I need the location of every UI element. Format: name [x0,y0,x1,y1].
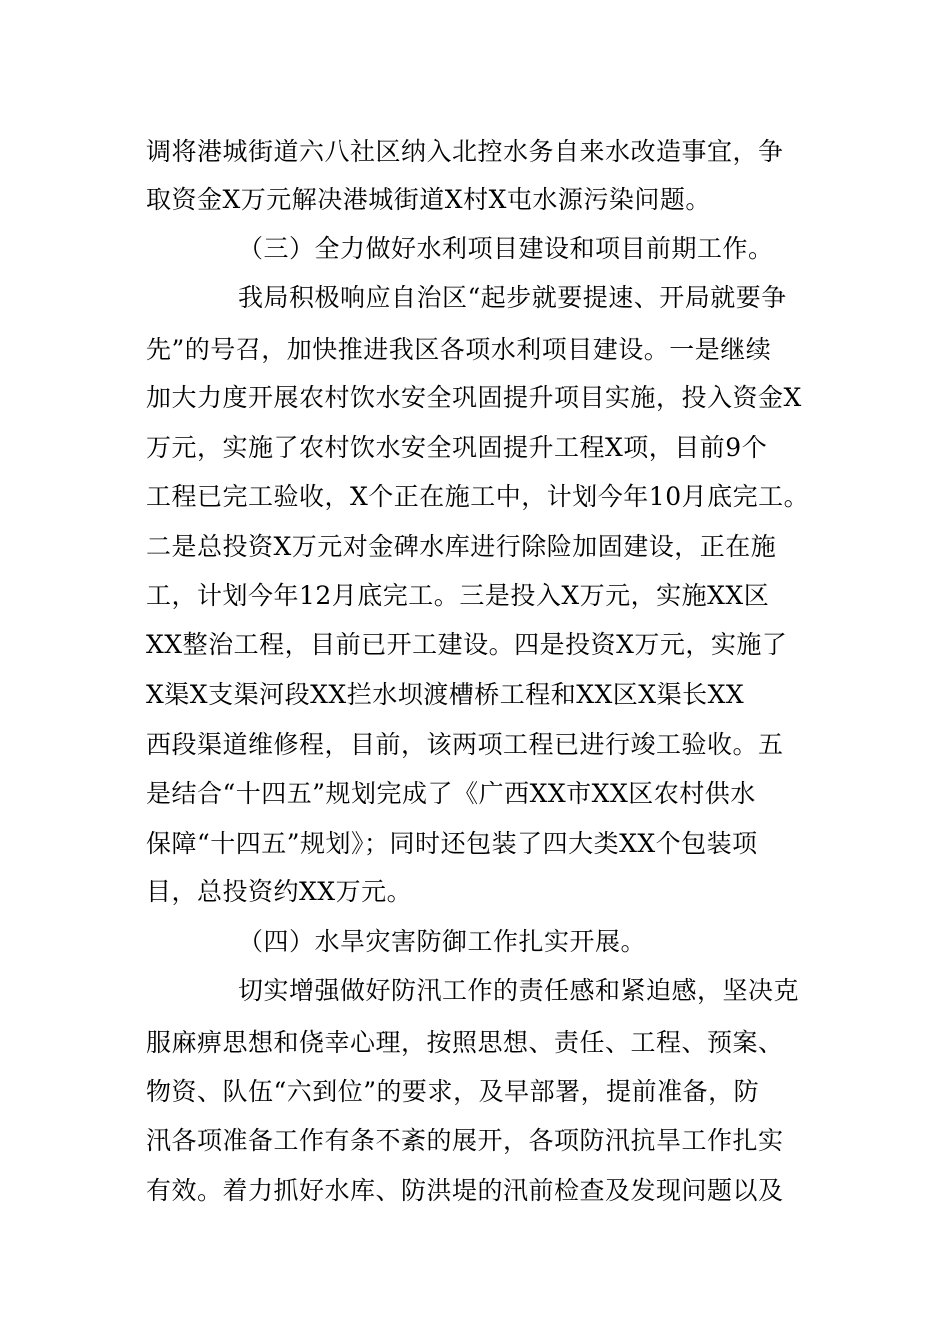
body-line: 先”的号召，加快推进我区各项水利项目建设。一是继续 [146,335,772,364]
body-line: 调将港城街道六八社区纳入北控水务自来水改造事宜，争 [146,137,784,166]
body-line: 工程已完工验收，X个正在施工中，计划今年10月底完工。 [146,482,810,511]
body-line: 汛各项准备工作有条不紊的展开，各项防汛抗旱工作扎实 [146,1126,784,1155]
body-line: 二是总投资X万元对金碑水库进行除险加固建设，正在施 [146,532,777,561]
body-line: 是结合“十四五”规划完成了《广西XX市XX区农村供水 [146,779,756,808]
body-line: 加大力度开展农村饮水安全巩固提升项目实施，投入资金X [146,383,802,412]
body-line: 有效。着力抓好水库、防洪堤的汛前检查及发现问题以及 [146,1176,784,1205]
body-line: 取资金X万元解决港城街道X村X屯水源污染问题。 [146,185,711,214]
body-line: 万元，实施了农村饮水安全巩固提升工程X项，目前9个 [146,433,768,462]
paragraph-first-line: 我局积极响应自治区“起步就要提速、开局就要争 [238,283,787,312]
body-line: 工，计划今年12月底完工。三是投入X万元，实施XX区 [146,581,770,610]
body-line: 服麻痹思想和侥幸心理，按照思想、责任、工程、预案、 [146,1028,784,1057]
body-line: XX整治工程，目前已开工建设。四是投资X万元，实施了 [146,630,788,659]
body-line: 保障“十四五”规划》；同时还包装了四大类XX个包装项 [146,829,758,858]
body-line: 西段渠道维修程，目前，该两项工程已进行竣工验收。五 [146,730,784,759]
section-heading-3: （三）全力做好水利项目建设和项目前期工作。 [238,234,774,263]
body-line: 目，总投资约XX万元。 [146,877,413,906]
paragraph-first-line: 切实增强做好防汛工作的责任感和紧迫感，坚决克 [238,976,800,1005]
body-line: X渠X支渠河段XX拦水坝渡槽桥工程和XX区X渠长XX [146,680,745,709]
body-line: 物资、队伍“六到位”的要求，及早部署，提前准备，防 [146,1077,760,1106]
section-heading-4: （四）水旱灾害防御工作扎实开展。 [238,927,647,956]
